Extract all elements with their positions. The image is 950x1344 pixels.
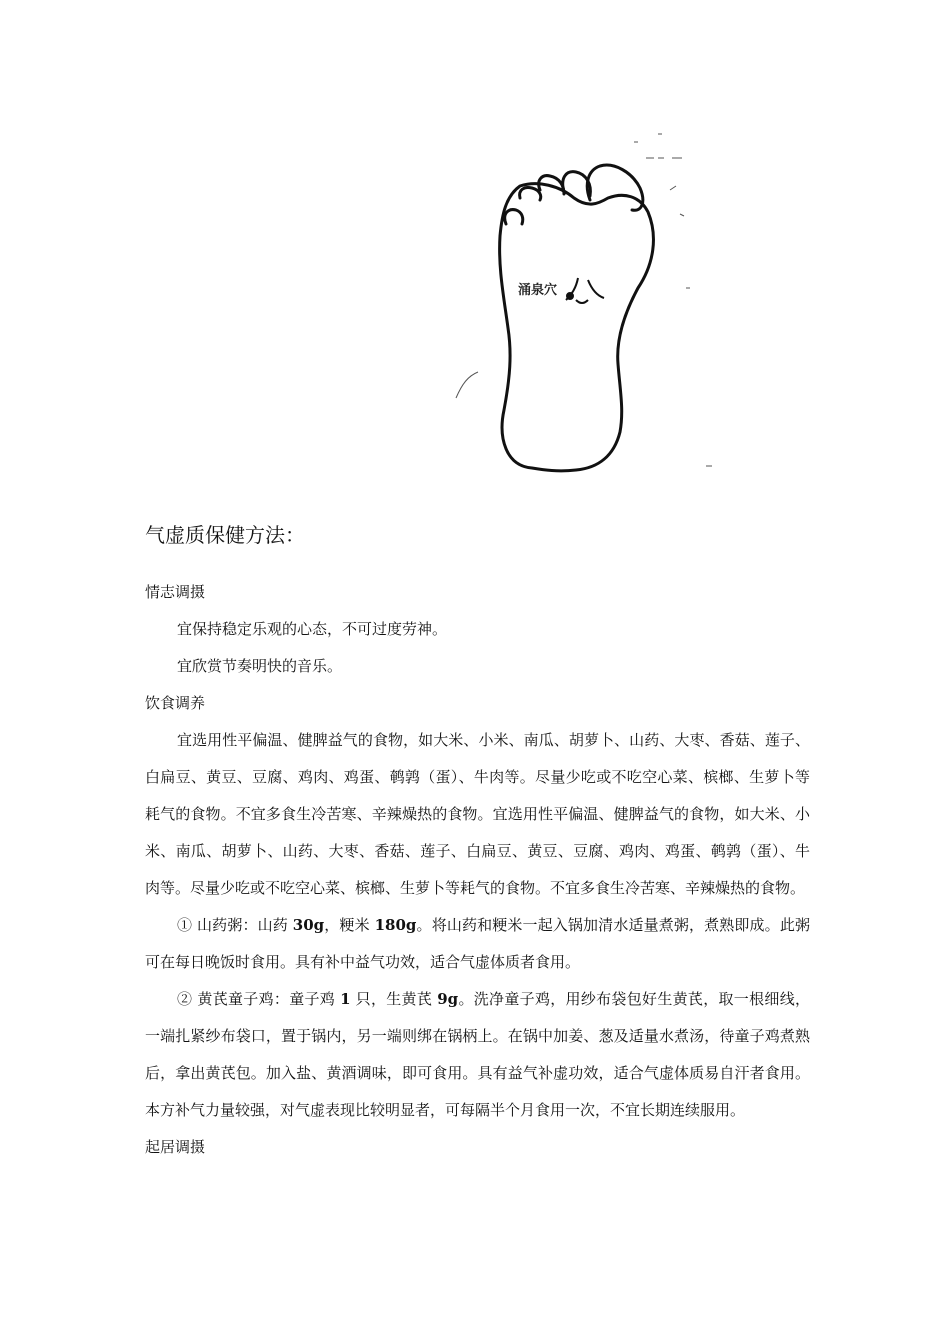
recipe-number: ① bbox=[177, 916, 193, 934]
recipe-number: ② bbox=[177, 990, 193, 1008]
scan-specks bbox=[456, 134, 712, 466]
recipe-name: 黄芪童子鸡： bbox=[197, 990, 290, 1008]
toe-5 bbox=[505, 210, 523, 224]
recipe-astragalus-chicken bbox=[145, 981, 810, 1129]
recipe-text: 。将山药和粳米一起入锅加清水适量煮粥，煮熟即成。此粥可在每日晚饭时食用。具有补中益气功效，适合气虚体质者食用。 bbox=[145, 916, 810, 971]
recipe-quantity: 180g bbox=[374, 916, 417, 934]
page-title: 气虚质保健方法： bbox=[145, 523, 305, 547]
section-heading-diet: 饮食调养 bbox=[145, 694, 206, 712]
recipe-quantity: 9g bbox=[437, 990, 459, 1008]
recipe-yam-porridge bbox=[145, 907, 810, 981]
paragraph-emotion-1: 宜保持稳定乐观的心态，不可过度劳神。 bbox=[177, 620, 448, 638]
recipe-name: 山药粥： bbox=[197, 916, 258, 934]
acupoint-mark bbox=[566, 278, 604, 303]
document-body bbox=[145, 518, 810, 1166]
recipe-text: 童子鸡 bbox=[289, 990, 341, 1008]
recipe-quantity: 30g bbox=[292, 916, 325, 934]
foot-illustration bbox=[448, 128, 718, 478]
section-heading-daily-living: 起居调摄 bbox=[145, 1138, 206, 1156]
toe-4 bbox=[520, 187, 541, 200]
recipe-text: 。洗净童子鸡，用纱布袋包好生黄芪，取一根细线，一端扎紧纱布袋口，置于锅内，另一端则绑在锅柄上。在锅中加姜、葱及适量水煮汤，待童子鸡煮熟后，拿出黄芪包。加入盐、黄酒调味，即可食用。具有益气补虚功效，适合气虚体质易自汗者食用。本方补气力量较强，对气虚表现比较明显者，可每隔半个月食用一次，不宜长期连续服用。 bbox=[145, 990, 810, 1119]
recipe-quantity: 1 bbox=[340, 990, 351, 1008]
foot-outline bbox=[500, 184, 654, 471]
recipe-text: 只，生黄芪 bbox=[350, 990, 438, 1008]
recipe-text: ，粳米 bbox=[324, 916, 375, 934]
paragraph-emotion-2: 宜欣赏节奏明快的音乐。 bbox=[177, 657, 343, 675]
paragraph-diet: 宜选用性平偏温、健脾益气的食物，如大米、小米、南瓜、胡萝卜、山药、大枣、香菇、莲子、白扁豆、黄豆、豆腐、鸡肉、鸡蛋、鹌鹑（蛋）、牛肉等。尽量少吃或不吃空心菜、槟榔、生萝卜等耗气的食物。不宜多食生冷苦寒、辛辣燥热的食物。宜选用性平偏温、健脾益气的食物，如大米、小米、南瓜、胡萝卜、山药、大枣、香菇、莲子、白扁豆、黄豆、豆腐、鸡肉、鸡蛋、鹌鹑（蛋）、牛肉等。尽量少吃或不吃空心菜、槟榔、生萝卜等耗气的食物。不宜多食生冷苦寒、辛辣燥热的食物。 bbox=[145, 731, 810, 897]
section-heading-emotion: 情志调摄 bbox=[145, 583, 206, 601]
acupoint-label: 涌泉穴 bbox=[518, 282, 558, 297]
recipe-text: 山药 bbox=[257, 916, 293, 934]
foot-sole-figure bbox=[448, 128, 718, 478]
